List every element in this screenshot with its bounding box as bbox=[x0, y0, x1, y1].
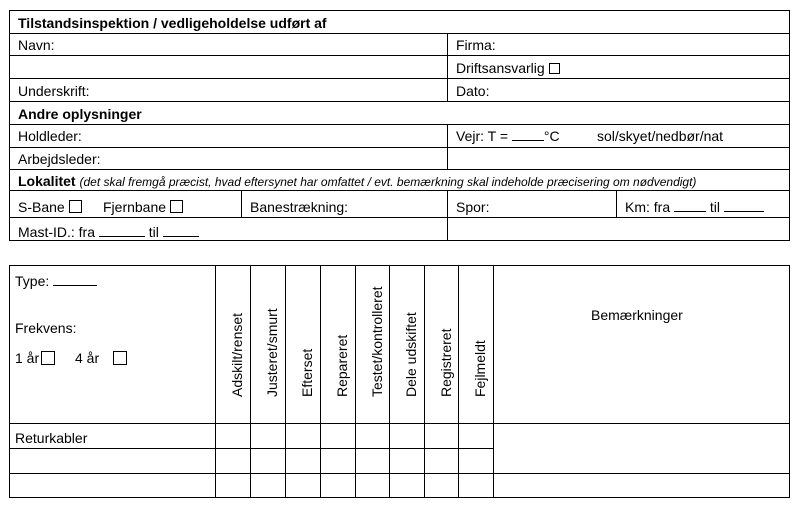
team-leader-label: Holdleder: bbox=[18, 128, 82, 144]
weather-prefix: Vejr: T = bbox=[456, 128, 509, 144]
track-label: Spor: bbox=[456, 199, 490, 215]
freq-4-label: 4 år bbox=[75, 350, 100, 366]
temperature-blank[interactable] bbox=[512, 128, 544, 141]
freq-1-checkbox[interactable] bbox=[41, 351, 55, 365]
freq-1-label: 1 år bbox=[15, 350, 40, 366]
line-section-label: Banestrækning: bbox=[250, 199, 349, 215]
mast-from-label: Mast-ID.: fra bbox=[18, 224, 96, 240]
km-from-blank[interactable] bbox=[674, 199, 706, 212]
mast-to-blank[interactable] bbox=[163, 224, 199, 237]
company-label: Firma: bbox=[456, 37, 496, 53]
location-note: (det skal fremgå præcist, hvad eftersynet har omfattet / evt. bemærkning skal indeholde præcisering om nødvendigt) bbox=[79, 175, 697, 189]
km-to-blank[interactable] bbox=[724, 199, 764, 212]
signature-label: Underskrift: bbox=[18, 83, 90, 99]
remarks-header: Bemærkninger bbox=[591, 307, 683, 323]
km-to-label: til bbox=[709, 199, 721, 215]
sbane-checkbox[interactable] bbox=[69, 200, 82, 213]
operator-checkbox[interactable] bbox=[549, 63, 560, 74]
weather-unit: °C bbox=[543, 128, 560, 144]
location-header: Lokalitet bbox=[18, 173, 76, 189]
fjernbane-checkbox[interactable] bbox=[170, 200, 183, 213]
freq-4-field bbox=[75, 350, 127, 366]
km-from-label: Km: fra bbox=[625, 199, 671, 215]
frequency-label: Frekvens: bbox=[15, 320, 77, 336]
km-field bbox=[625, 199, 764, 215]
inspection-header: Tilstandsinspektion / vedligeholdelse udført af bbox=[18, 15, 327, 31]
work-leader-label: Arbejdsleder: bbox=[18, 151, 101, 167]
date-label: Dato: bbox=[456, 83, 490, 99]
mast-to-label: til bbox=[148, 224, 159, 240]
type-blank[interactable] bbox=[53, 273, 97, 286]
fjernbane-field bbox=[103, 199, 183, 215]
type-field bbox=[15, 273, 97, 289]
mast-field bbox=[18, 224, 199, 240]
location-header-row bbox=[18, 173, 696, 190]
weather-field bbox=[456, 128, 560, 144]
freq-4-checkbox[interactable] bbox=[113, 351, 127, 365]
freq-1-field bbox=[15, 350, 55, 366]
other-info-header: Andre oplysninger bbox=[18, 106, 142, 122]
sbane-label: S-Bane bbox=[18, 199, 65, 215]
fjernbane-label: Fjernbane bbox=[103, 199, 167, 215]
sbane-field bbox=[18, 199, 82, 215]
name-label: Navn: bbox=[18, 37, 55, 53]
mast-from-blank[interactable] bbox=[99, 224, 145, 237]
row-label-returkabler: Returkabler bbox=[15, 430, 88, 446]
weather-options: sol/skyet/nedbør/nat bbox=[597, 128, 724, 144]
operator-label: Driftsansvarlig bbox=[456, 60, 545, 76]
operator-field bbox=[456, 60, 560, 76]
type-label: Type: bbox=[15, 273, 50, 289]
